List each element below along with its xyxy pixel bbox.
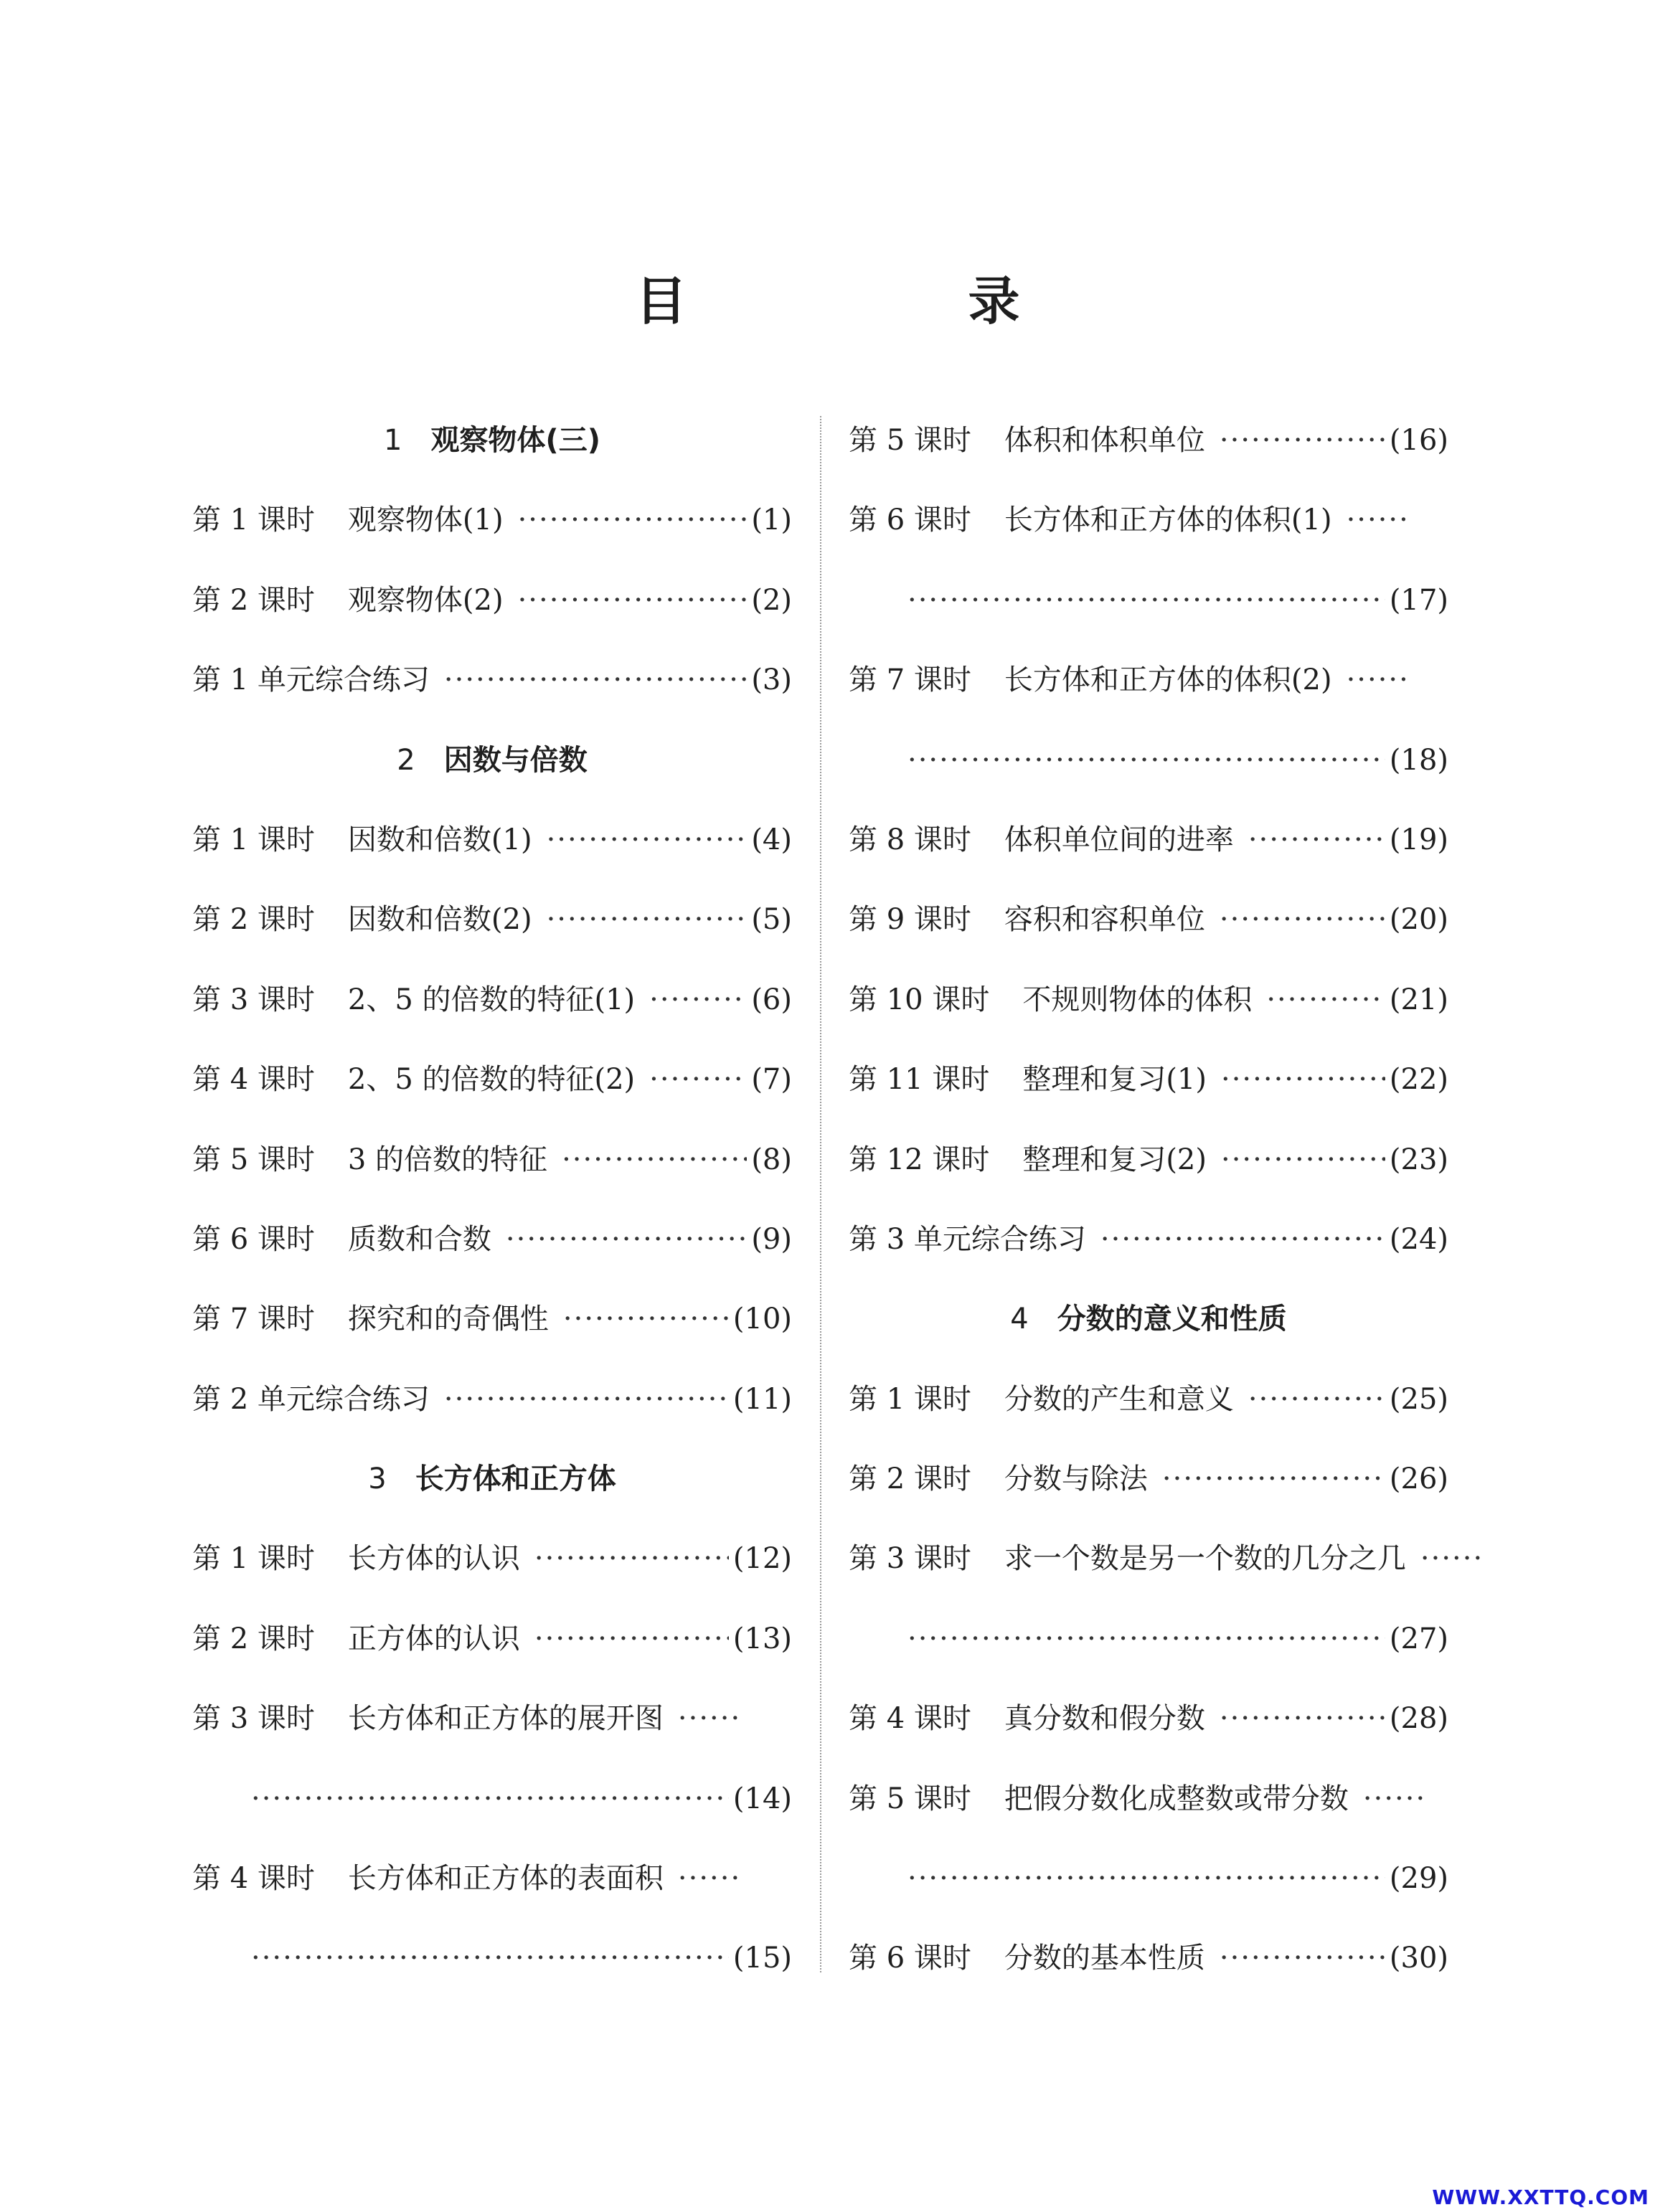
toc-section-heading[interactable] bbox=[192, 728, 792, 808]
dot-leader bbox=[547, 887, 748, 952]
page-number: (19) bbox=[1389, 823, 1448, 856]
entry-title: 观察物体(2) bbox=[347, 583, 504, 617]
dot-leader bbox=[1220, 887, 1385, 952]
lesson-label: 第 4 课时 bbox=[192, 1862, 315, 1896]
dot-leader bbox=[1162, 1447, 1385, 1511]
lesson-label: 第 2 课时 bbox=[192, 903, 315, 937]
dot-leader bbox=[1220, 408, 1385, 473]
dot-leader bbox=[1266, 968, 1385, 1032]
entry-title: 长方体的认识 bbox=[347, 1542, 520, 1576]
toc-entry[interactable] bbox=[192, 648, 792, 727]
dot-leader bbox=[1248, 1367, 1385, 1432]
page-number: (27) bbox=[1389, 1622, 1448, 1655]
lesson-label: 第 4 课时 bbox=[192, 1063, 315, 1097]
toc-column-left bbox=[192, 408, 792, 2006]
page-number: (8) bbox=[751, 1143, 792, 1176]
entry-title: 不规则物体的体积 bbox=[1022, 983, 1253, 1016]
lesson-label: 第 7 课时 bbox=[192, 1303, 315, 1336]
dot-leader bbox=[534, 1526, 729, 1591]
toc-entry[interactable] bbox=[849, 1367, 1448, 1447]
toc-section-heading[interactable] bbox=[192, 408, 792, 488]
toc-entry[interactable] bbox=[849, 1686, 1448, 1766]
toc-entry[interactable] bbox=[192, 968, 792, 1047]
page-number: (1) bbox=[751, 504, 792, 537]
page-number: (25) bbox=[1389, 1382, 1448, 1416]
dot-leader bbox=[562, 1128, 747, 1192]
entry-title: 整理和复习(2) bbox=[1022, 1143, 1207, 1176]
lesson-label: 第 4 课时 bbox=[849, 1702, 971, 1736]
entry-title: 分数与除法 bbox=[1004, 1462, 1148, 1496]
toc-entry[interactable] bbox=[192, 1686, 792, 1766]
lesson-label: 第 6 课时 bbox=[192, 1222, 315, 1256]
dot-leader bbox=[1220, 1686, 1385, 1751]
toc-entry[interactable] bbox=[192, 1287, 792, 1366]
toc-entry[interactable] bbox=[192, 1367, 792, 1447]
page-number: (30) bbox=[1389, 1942, 1448, 1975]
lesson-label: 第 1 课时 bbox=[192, 823, 315, 856]
toc-entry[interactable] bbox=[849, 408, 1448, 488]
dot-leader bbox=[649, 968, 747, 1032]
page-number: (24) bbox=[1389, 1222, 1448, 1256]
toc-entry[interactable] bbox=[192, 1207, 792, 1287]
dot-leader bbox=[518, 488, 748, 552]
page-number: (4) bbox=[751, 823, 792, 856]
toc-entry-continuation[interactable] bbox=[849, 1607, 1448, 1686]
toc-column-right bbox=[849, 408, 1448, 2006]
entry-title: 第 2 单元综合练习 bbox=[192, 1382, 430, 1416]
entry-title: 质数和合数 bbox=[347, 1222, 491, 1256]
lesson-label: 第 5 课时 bbox=[192, 1143, 315, 1176]
page-number: (20) bbox=[1389, 903, 1448, 937]
entry-title: 第 3 单元综合练习 bbox=[849, 1222, 1086, 1256]
lesson-label: 第 3 课时 bbox=[192, 983, 315, 1016]
section-number: 3 bbox=[368, 1462, 387, 1496]
section-title: 长方体和正方体 bbox=[415, 1462, 616, 1496]
lesson-label: 第 1 课时 bbox=[849, 1382, 971, 1416]
entry-title: 体积和体积单位 bbox=[1004, 424, 1205, 457]
entry-title: 2、5 的倍数的特征(1) bbox=[347, 983, 636, 1016]
entry-title: 容积和容积单位 bbox=[1004, 903, 1205, 937]
entry-title: 3 的倍数的特征 bbox=[347, 1143, 548, 1176]
lesson-label: 第 1 课时 bbox=[192, 504, 315, 537]
toc-entry[interactable] bbox=[849, 1926, 1448, 2005]
section-number: 2 bbox=[397, 743, 415, 777]
lesson-label: 第 3 课时 bbox=[849, 1542, 971, 1576]
lesson-label: 第 9 课时 bbox=[849, 903, 971, 937]
lesson-label: 第 6 课时 bbox=[849, 504, 971, 537]
entry-title: 真分数和假分数 bbox=[1004, 1702, 1205, 1736]
toc-entry[interactable] bbox=[192, 568, 792, 648]
lesson-label: 第 3 课时 bbox=[192, 1702, 315, 1736]
entry-title: 第 1 单元综合练习 bbox=[192, 663, 430, 697]
dot-leader bbox=[547, 808, 748, 872]
entry-title: 正方体的认识 bbox=[347, 1622, 520, 1655]
page-number: (13) bbox=[732, 1622, 792, 1655]
page-number: (17) bbox=[1389, 583, 1448, 617]
dot-leader bbox=[1363, 1767, 1426, 1831]
entry-title: 体积单位间的进率 bbox=[1004, 823, 1234, 856]
toc-entry[interactable] bbox=[849, 1447, 1448, 1526]
dot-leader bbox=[1420, 1526, 1484, 1591]
page-number: (11) bbox=[732, 1382, 792, 1416]
page-number: (22) bbox=[1389, 1063, 1448, 1097]
toc-entry[interactable] bbox=[192, 1846, 792, 1926]
entry-title: 求一个数是另一个数的几分之几 bbox=[1004, 1542, 1406, 1576]
entry-title: 因数和倍数(1) bbox=[347, 823, 532, 856]
dot-leader bbox=[678, 1846, 741, 1911]
entry-title: 因数和倍数(2) bbox=[347, 903, 532, 937]
page-number: (2) bbox=[751, 583, 792, 617]
page-number: (5) bbox=[751, 903, 792, 937]
dot-leader bbox=[1220, 1926, 1385, 1990]
page-number: (16) bbox=[1389, 424, 1448, 457]
lesson-label: 第 2 课时 bbox=[192, 1622, 315, 1655]
dot-leader bbox=[1221, 1047, 1385, 1112]
lesson-label: 第 5 课时 bbox=[849, 1782, 971, 1815]
toc-entry[interactable] bbox=[192, 1526, 792, 1606]
toc-entry[interactable] bbox=[192, 887, 792, 967]
lesson-label: 第 1 课时 bbox=[192, 1542, 315, 1576]
lesson-label: 第 10 课时 bbox=[849, 983, 990, 1016]
dot-leader bbox=[506, 1207, 747, 1272]
toc-section-heading[interactable] bbox=[849, 1287, 1448, 1366]
dot-leader bbox=[907, 728, 1385, 793]
page-title: 目 录 bbox=[635, 271, 1135, 331]
dot-leader bbox=[649, 1047, 747, 1112]
dot-leader bbox=[1100, 1207, 1385, 1272]
dot-leader bbox=[251, 1926, 729, 1990]
dot-leader bbox=[1347, 648, 1410, 712]
toc-entry[interactable] bbox=[192, 1047, 792, 1127]
toc-section-heading[interactable] bbox=[192, 1447, 792, 1526]
toc-entry[interactable] bbox=[192, 1607, 792, 1686]
entry-title: 长方体和正方体的表面积 bbox=[347, 1862, 664, 1896]
page-number: (21) bbox=[1389, 983, 1448, 1016]
toc-entry[interactable] bbox=[849, 1207, 1448, 1287]
page-number: (7) bbox=[751, 1063, 792, 1097]
watermark-text: WWW.XXTTQ.COM bbox=[1432, 2185, 1649, 2209]
toc-entry[interactable] bbox=[849, 488, 1448, 567]
dot-leader bbox=[251, 1767, 729, 1831]
section-title: 观察物体(三) bbox=[430, 424, 600, 457]
toc-entry-continuation[interactable] bbox=[849, 1846, 1448, 1926]
dot-leader bbox=[907, 568, 1385, 633]
column-divider bbox=[820, 416, 821, 1972]
entry-title: 分数的基本性质 bbox=[1004, 1942, 1205, 1975]
toc-entry-continuation[interactable] bbox=[849, 568, 1448, 648]
entry-title: 长方体和正方体的体积(2) bbox=[1004, 663, 1332, 697]
page-number: (23) bbox=[1389, 1143, 1448, 1176]
section-title: 因数与倍数 bbox=[443, 743, 588, 777]
toc-entry[interactable] bbox=[849, 808, 1448, 887]
page-number: (15) bbox=[732, 1942, 792, 1975]
section-number: 1 bbox=[383, 424, 402, 457]
toc-entry[interactable] bbox=[192, 488, 792, 567]
toc-entry[interactable] bbox=[192, 1128, 792, 1207]
lesson-label: 第 2 课时 bbox=[192, 583, 315, 617]
lesson-label: 第 12 课时 bbox=[849, 1143, 990, 1176]
toc-entry[interactable] bbox=[192, 808, 792, 887]
dot-leader bbox=[563, 1287, 729, 1351]
toc-entry[interactable] bbox=[849, 1047, 1448, 1127]
entry-title: 2、5 的倍数的特征(2) bbox=[347, 1063, 636, 1097]
entry-title: 分数的产生和意义 bbox=[1004, 1382, 1234, 1416]
page-number: (26) bbox=[1389, 1462, 1448, 1496]
dot-leader bbox=[907, 1607, 1385, 1671]
dot-leader bbox=[1248, 808, 1385, 872]
dot-leader bbox=[907, 1846, 1385, 1911]
page-number: (9) bbox=[751, 1222, 792, 1256]
entry-title: 把假分数化成整数或带分数 bbox=[1004, 1782, 1349, 1815]
section-number: 4 bbox=[1010, 1303, 1029, 1336]
page-number: (18) bbox=[1389, 743, 1448, 777]
toc-entry[interactable] bbox=[849, 887, 1448, 967]
toc-entry-continuation[interactable] bbox=[192, 1767, 792, 1846]
toc-entry[interactable] bbox=[849, 1767, 1448, 1846]
entry-title: 整理和复习(1) bbox=[1022, 1063, 1207, 1097]
entry-title: 长方体和正方体的展开图 bbox=[347, 1702, 664, 1736]
dot-leader bbox=[444, 1367, 729, 1432]
entry-title: 观察物体(1) bbox=[347, 504, 504, 537]
toc-entry[interactable] bbox=[849, 1128, 1448, 1207]
page-number: (3) bbox=[751, 663, 792, 697]
dot-leader bbox=[1221, 1128, 1385, 1192]
toc-entry[interactable] bbox=[849, 648, 1448, 727]
lesson-label: 第 2 课时 bbox=[849, 1462, 971, 1496]
entry-title: 长方体和正方体的体积(1) bbox=[1004, 504, 1332, 537]
section-title: 分数的意义和性质 bbox=[1057, 1303, 1287, 1336]
lesson-label: 第 7 课时 bbox=[849, 663, 971, 697]
lesson-label: 第 8 课时 bbox=[849, 823, 971, 856]
page-number: (29) bbox=[1389, 1862, 1448, 1896]
lesson-label: 第 11 课时 bbox=[849, 1063, 990, 1097]
dot-leader bbox=[518, 568, 748, 633]
page-number: (14) bbox=[732, 1782, 792, 1815]
page-number: (12) bbox=[732, 1542, 792, 1576]
entry-title: 探究和的奇偶性 bbox=[347, 1303, 549, 1336]
toc-entry-continuation[interactable] bbox=[849, 728, 1448, 808]
page-number: (10) bbox=[732, 1303, 792, 1336]
toc-entry[interactable] bbox=[849, 968, 1448, 1047]
lesson-label: 第 5 课时 bbox=[849, 424, 971, 457]
dot-leader bbox=[678, 1686, 741, 1751]
page-number: (6) bbox=[751, 983, 792, 1016]
lesson-label: 第 6 课时 bbox=[849, 1942, 971, 1975]
dot-leader bbox=[534, 1607, 729, 1671]
toc-entry[interactable] bbox=[849, 1526, 1448, 1606]
dot-leader bbox=[444, 648, 747, 712]
page-number: (28) bbox=[1389, 1702, 1448, 1736]
toc-entry-continuation[interactable] bbox=[192, 1926, 792, 2005]
dot-leader bbox=[1347, 488, 1410, 552]
